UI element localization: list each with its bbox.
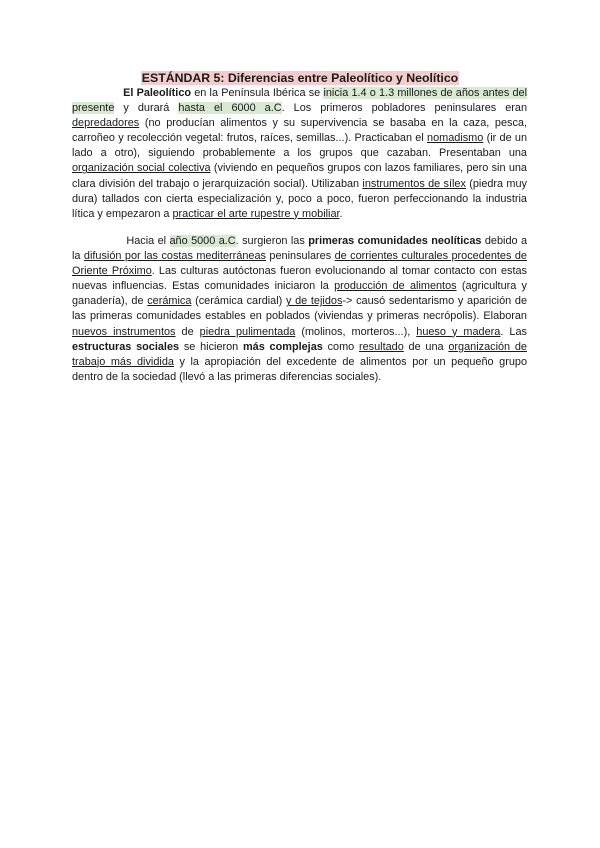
underlined-text: y de tejidos [285,295,343,308]
underlined-text: depredadores [72,117,140,130]
highlighted-text: hasta el 6000 a.C [178,102,282,115]
bold-text: primeras comunidades neolíticas [308,235,482,247]
text-run: (molinos, morteros...), [295,325,417,338]
text-run: (agricultura y ganadería), de [72,280,527,308]
underlined-text: de corrientes culturales procedentes de Oriente Próximo [72,250,527,278]
underlined-text: instrumentos de sílex [362,177,466,190]
underlined-text: producción de alimentos [334,280,457,293]
text-run [72,235,126,247]
underlined-text: resultado [358,340,404,353]
text-run [72,87,123,99]
text-run: debido a la [72,235,528,263]
underlined-text: nuevos instrumentos [72,325,176,338]
text-run: . Los primeros pobladores peninsulares eran [281,102,528,115]
text-run: y durará [114,102,179,115]
bold-text: más complejas [243,340,323,353]
text-run: . surgieron las [235,235,309,247]
text-run: (ir de un lado a otro), siguiendo probablemente a los grupos que cazaban. Presentaban una [72,132,527,160]
bold-text: El Paleolítico [123,87,192,99]
underlined-text: piedra pulimentada [199,325,296,338]
text-run: -> causó sedentarismo y aparición de las primeras comunidades estables en poblados (viviendas y primeras necrópolis). Elaboran [72,295,528,323]
text-run: (cerámica cardial) [191,295,286,308]
underlined-text: organización de trabajo más dividida [72,340,527,368]
text-run: (no producían alimentos y su supervivencia se basaba en la caza, pesca, carroñeo y recolección vegetal: frutos, raíces, semillas...). Practicaban el [72,117,527,145]
text-run: Hacia el [126,235,170,247]
text-run: como [322,340,359,353]
text-run: (piedra muy dura) tallados con cierta especialización y, poco a poco, fueron perfeccionando la industria lítica y empezaron a [72,177,528,220]
paragraph-paleolitico [72,86,527,222]
text-run: peninsulares [265,250,335,263]
text-run: (viviendo en pequeños grupos con lazos familiares, pero sin una clara división del trabajo o jerarquización social). Utilizaban [72,162,527,190]
underlined-text: hueso y madera [416,325,501,338]
underlined-text: difusión por las costas mediterráneas [83,250,266,263]
paragraph-neolitico [72,234,527,385]
underlined-text: organización social colectiva [72,162,211,175]
text-run: y la apropiación del excedente de alimentos por un pequeño grupo dentro de la sociedad (llevó a las primeras diferencias sociales). [72,355,527,383]
text-run: se hicieron [179,340,243,353]
text-run: . Las [500,325,527,338]
text-run: . [339,207,343,220]
text-run: de una [403,340,449,353]
underlined-text: cerámica [147,295,192,308]
highlighted-text: año 5000 a.C [169,235,236,247]
highlighted-text: inicia 1.4 o 1.3 millones de años antes del presente [72,87,527,115]
document-title [0,70,600,86]
underlined-text: practicar el arte rupestre y mobiliar [172,207,340,220]
underlined-text: nomadismo [427,132,484,145]
bold-text: estructuras sociales [72,340,180,353]
title-text: ESTÁNDAR 5: Diferencias entre Paleolítico y Neolítico [141,71,459,85]
text-run: de [175,325,200,338]
text-run: . Las culturas autóctonas fueron evolucionando al tomar contacto con estas nuevas influencias. Estas comunidades iniciaron la [72,265,527,293]
text-run: en la Península Ibérica se [191,87,324,99]
